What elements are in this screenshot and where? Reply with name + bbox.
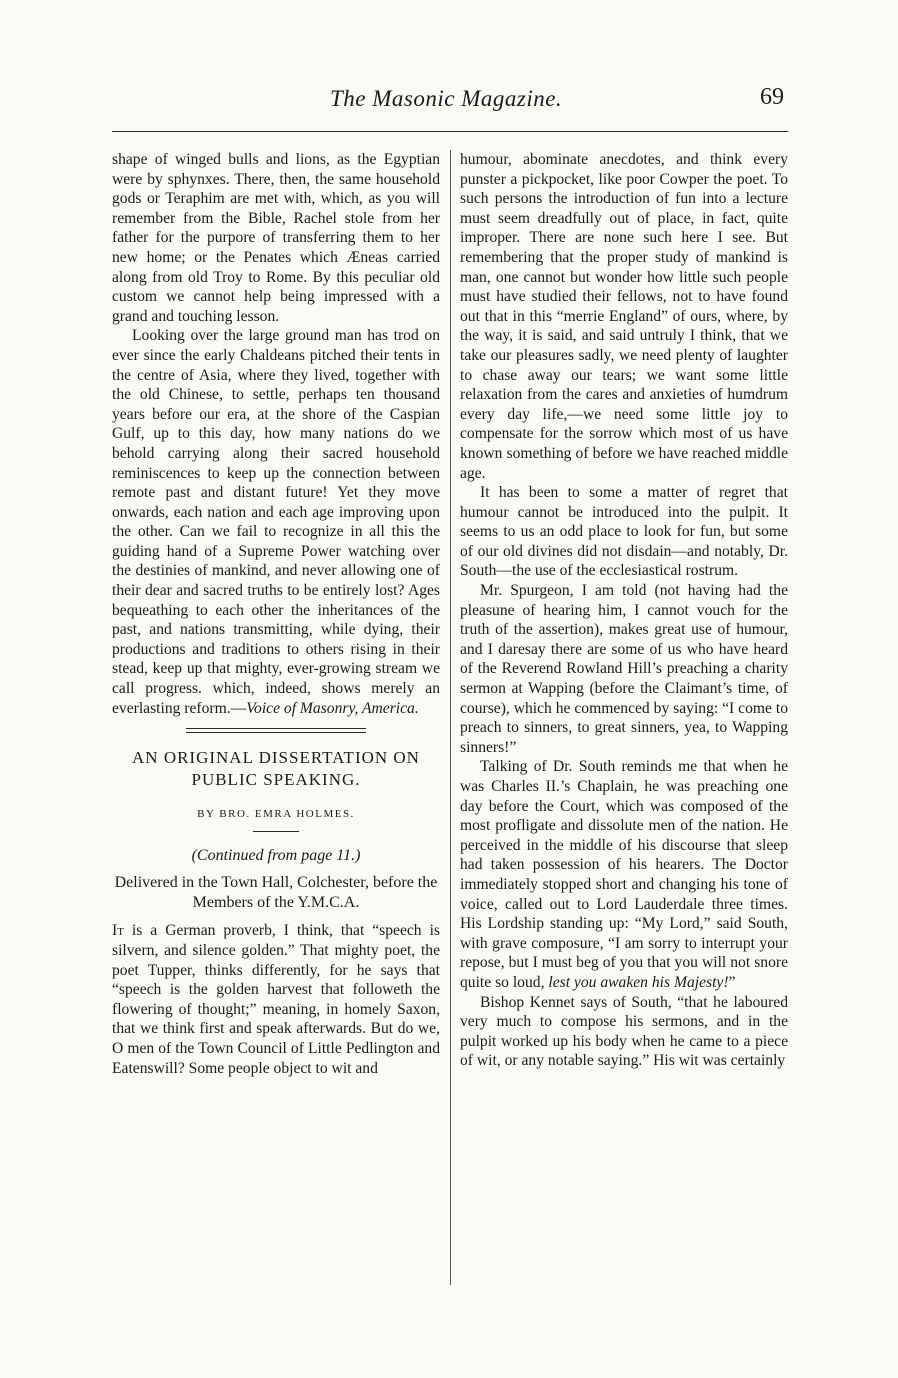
article-title: AN ORIGINAL DISSERTATION ON PUBLIC SPEAKING. <box>132 748 420 790</box>
left-paragraph-3-lead: It <box>112 922 124 940</box>
continued-note: (Continued from page 11.) <box>191 846 361 864</box>
right-paragraph-1: humour, abominate anecdotes, and think every punster a pickpocket, like poor Cowper the poet. To such persons the introduction of fun into a lecture must seem dreadfully out of place, in fact, quite improper. There are none such here I see. But remembering that the proper study of mankind is man, one cannot but wonder how little such people must have studied their fellows, not to have found out that in this “merrie England” of ours, where, by the way, it is said, and said untruly I think, that we take our pleasures sadly, we need plenty of laughter to chase away our tears; we want some little relaxation from the cares and anxieties of humdrum every day life,—we need some little joy to compensate for the sorrow which most of us have known something of before we have reached middle age. <box>460 151 788 482</box>
left-paragraph-2 <box>112 326 440 718</box>
page-number: 69 <box>760 84 784 110</box>
left-paragraph-3-text: is a German proverb, I think, that “speech is silvern, and silence golden.” That mighty poet, the poet Tupper, thinks differently, for he says that “speech is the golden harvest that followeth the flowering of thought;” meaning, in homely Saxon, that we think first and speak afterwards. But do we, O men of the Town Council of Little Pedlington and Eatenswill? Some people object to wit and <box>112 922 440 1077</box>
right-paragraph-4 <box>460 757 788 992</box>
byline-rule <box>253 831 299 832</box>
left-paragraph-2-text: Looking over the large ground man has trod on ever since the early Chaldeans pitched their tents in the centre of Asia, where they lived, together with the old Chinese, to settle, perhaps ten thousand years before our era, at the shore of the Caspian Gulf, up to this day, how many nations do we behold carrying along their sacred household reminiscences to keep up the connection between remote past and distant future! Yet they move onwards, each nation and each age improving upon the other. Can we fail to recognize in all this the guiding hand of a Supreme Power watching over the destinies of mankind, and never allowing one of their dear and sacred truths to be entirely lost? Ages bequeathing to each other the inheritances of the past, and nations transmitting, while dying, their productions and traditions to others rising in their stead, keep up that mighty, ever-growing stream we call progress. which, indeed, shows merely an everlasting reform.— <box>112 327 440 717</box>
section-divider-top <box>186 728 366 729</box>
right-paragraph-5: Bishop Kennet says of South, “that he laboured very much to compose his sermons, and in the pulpit worked up his body when he came to a piece of wit, or any notable saying.” His wit was certainly <box>460 993 788 1070</box>
delivered-note: Delivered in the Town Hall, Colchester, before the Members of the Y.M.C.A. <box>114 874 438 912</box>
left-column <box>112 150 440 1078</box>
right-column <box>460 150 788 1071</box>
right-paragraph-4-end: ” <box>728 973 736 991</box>
right-paragraph-4-text: Talking of Dr. South reminds me that when he was Charles II.’s Chaplain, he was preaching one day before the Court, which was composed of the most profligate and dissolute men of the nation. He perceived in the middle of his discourse that sleep had taken possession of his hearers. The Doctor immediately stopped short and changing his tone of voice, called out to Lord Lauderdale three times. His Lordship standing up: “My Lord,” said South, with grave composure, “I am sorry to interrupt your repose, but I must beg of you that you will not snore quite so loud, <box>460 758 788 991</box>
right-paragraph-3: Mr. Spurgeon, I am told (not having had the pleasune of hearing him, I cannot vouch for the truth of the assertion), makes great use of humour, and I daresay there are some of us who have heard of the Reverend Rowland Hill’s preaching a charity sermon at Wapping (before the Claimant’s time, of course), which he commenced by saying: “I come to preach to sinners, to great sinners, yea, to Wapping sinners!” <box>460 582 788 756</box>
section-divider-bottom <box>186 732 366 733</box>
article-byline: BY BRO. EMRA HOLMES. <box>197 808 355 821</box>
left-paragraph-2-source: Voice of Masonry, America. <box>246 699 419 717</box>
running-header <box>0 86 898 120</box>
right-paragraph-4-italic: lest you awaken his Majesty! <box>548 973 729 991</box>
left-paragraph-3 <box>112 921 440 1078</box>
running-title: The Masonic Magazine. <box>330 86 563 111</box>
header-rule <box>112 131 788 132</box>
right-paragraph-2: It has been to some a matter of regret that humour cannot be introduced into the pulpit. It seems to us an odd place to look for fun, but some of our old divines did not disdain—and notably, Dr. South—the use of the ecclesiastical rostrum. <box>460 484 788 580</box>
column-divider <box>450 150 451 1285</box>
left-paragraph-1: shape of winged bulls and lions, as the Egyptian were by sphynxes. There, then, the same household gods or Teraphim are met with, which, as you will remember from the Bible, Rachel stole from her father for the purpore of transferring them to her new home; or the Penates which Æneas carried along from old Troy to Rome. By this peculiar old custom we cannot help being impressed with a grand and touching lesson. <box>112 151 440 325</box>
